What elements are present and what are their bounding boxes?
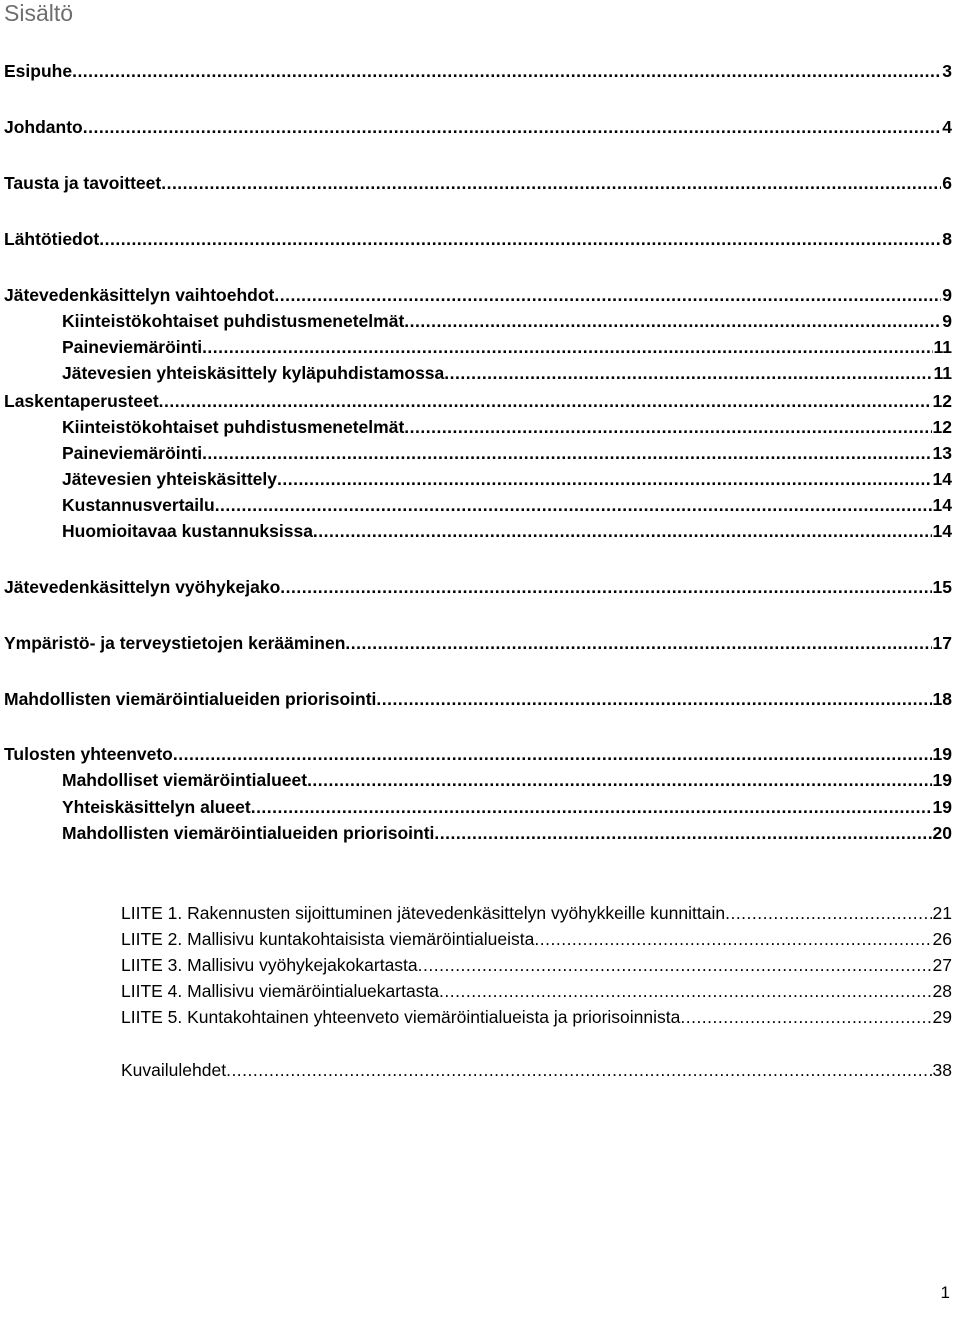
- toc-entry-label: Mahdollisten viemäröintialueiden priorisointi: [4, 689, 377, 709]
- toc-entry[interactable]: [62, 821, 952, 845]
- toc-entry-page: 19: [932, 770, 952, 790]
- toc-appendix[interactable]: [121, 979, 952, 1003]
- toc-leader: [313, 519, 932, 543]
- toc-entry-page: 14: [932, 469, 952, 489]
- toc-entry[interactable]: [62, 361, 952, 385]
- toc-appendix[interactable]: [121, 1005, 952, 1029]
- toc-leader: [159, 389, 932, 413]
- toc-entry[interactable]: [62, 768, 952, 792]
- toc-leader: [680, 1005, 931, 1029]
- toc-leader: [161, 171, 941, 195]
- toc-entry-label: Mahdollisten viemäröintialueiden priorisointi: [62, 823, 435, 843]
- toc-leader: [83, 115, 942, 139]
- toc-entry-label: Yhteiskäsittelyn alueet: [62, 797, 251, 817]
- toc-entry-label: Jätevedenkäsittelyn vaihtoehdot: [4, 285, 275, 305]
- toc-entry-page: 11: [933, 363, 952, 383]
- toc-entry-label: Kuvailulehdet: [121, 1060, 227, 1080]
- toc-entry-page: 18: [932, 689, 952, 709]
- toc-entry[interactable]: [4, 283, 952, 307]
- toc-leader: [251, 795, 932, 819]
- toc-entry-label: Ympäristö- ja terveystietojen kerääminen: [4, 633, 346, 653]
- toc-entry[interactable]: [4, 631, 952, 655]
- toc-leader: [404, 309, 941, 333]
- toc-entry[interactable]: [4, 171, 952, 195]
- toc-leader: [439, 979, 931, 1003]
- toc-entry-page: 11: [933, 337, 952, 357]
- toc-entry-label: Mahdolliset viemäröintialueet: [62, 770, 308, 790]
- toc-leader: [280, 575, 931, 599]
- toc-entry-label: Tulosten yhteenveto: [4, 744, 173, 764]
- toc-entry-page: 14: [932, 521, 952, 541]
- toc-entry[interactable]: [62, 493, 952, 517]
- toc-entry-label: Huomioitavaa kustannuksissa: [62, 521, 313, 541]
- toc-entry-page: 19: [932, 797, 952, 817]
- toc-entry-label: LIITE 1. Rakennusten sijoittuminen jätevedenkäsittelyn vyöhykkeille kunnittain: [121, 903, 726, 923]
- toc-entry-page: 29: [932, 1007, 952, 1027]
- toc-entry[interactable]: [4, 575, 952, 599]
- toc-leader: [376, 687, 931, 711]
- toc-entry-page: 9: [942, 285, 952, 305]
- toc-leader: [307, 768, 931, 792]
- toc-leader: [725, 901, 931, 925]
- toc-entry-label: Jätevedenkäsittelyn vyöhykejako: [4, 577, 281, 597]
- toc-entry[interactable]: [62, 441, 952, 465]
- toc-entry[interactable]: [62, 795, 952, 819]
- toc-entry[interactable]: [4, 115, 952, 139]
- toc-entry-page: 8: [942, 229, 952, 249]
- toc-entry-label: Johdanto: [4, 117, 83, 137]
- toc-leader: [99, 227, 941, 251]
- toc-entry-label: Laskentaperusteet: [4, 391, 159, 411]
- toc-entry-page: 12: [932, 417, 952, 437]
- toc-leader: [444, 361, 932, 385]
- toc-leader: [173, 742, 932, 766]
- toc-entry-page: 21: [932, 903, 952, 923]
- toc-entry-page: 26: [932, 929, 952, 949]
- toc-entry-label: Jätevesien yhteiskäsittely: [62, 469, 277, 489]
- toc-appendix[interactable]: [121, 927, 952, 951]
- toc-leader: [215, 493, 932, 517]
- toc-entry-label: LIITE 3. Mallisivu vyöhykejakokartasta: [121, 955, 418, 975]
- toc-entry[interactable]: [4, 227, 952, 251]
- toc-leader: [418, 953, 932, 977]
- toc-appendix[interactable]: [121, 901, 952, 925]
- toc-leader: [434, 821, 931, 845]
- toc-appendix[interactable]: [121, 1058, 952, 1082]
- toc-entry-page: 13: [932, 443, 952, 463]
- toc-entry-label: LIITE 4. Mallisivu viemäröintialuekartasta: [121, 981, 440, 1001]
- toc-entry-page: 38: [932, 1060, 952, 1080]
- toc-entry-page: 27: [932, 955, 952, 975]
- toc-entry[interactable]: [4, 389, 952, 413]
- toc-entry-page: 28: [932, 981, 952, 1001]
- toc-entry-page: 6: [942, 173, 952, 193]
- toc-entry-page: 14: [932, 495, 952, 515]
- toc-entry-label: Esipuhe: [4, 61, 73, 81]
- toc-entry[interactable]: [62, 415, 952, 439]
- toc-leader: [202, 441, 931, 465]
- toc-entry-label: Kiinteistökohtaiset puhdistusmenetelmät: [62, 311, 405, 331]
- toc-entry-page: 19: [932, 744, 952, 764]
- toc-entry-page: 4: [942, 117, 952, 137]
- toc-leader: [277, 467, 932, 491]
- toc-entry-page: 3: [942, 61, 952, 81]
- toc-entry[interactable]: [4, 742, 952, 766]
- toc-leader: [404, 415, 931, 439]
- toc-entry-label: Kiinteistökohtaiset puhdistusmenetelmät: [62, 417, 405, 437]
- toc-entry[interactable]: [62, 335, 952, 359]
- toc-entry-page: 20: [932, 823, 952, 843]
- toc-leader: [534, 927, 931, 951]
- page-title: Sisältö: [4, 0, 74, 26]
- toc-leader: [202, 335, 932, 359]
- toc-entry-page: 15: [932, 577, 952, 597]
- toc-entry-page: 17: [932, 633, 952, 653]
- toc-leader: [72, 59, 941, 83]
- toc-entry[interactable]: [62, 519, 952, 543]
- page-number: 1: [940, 1283, 950, 1302]
- toc-entry-page: 9: [942, 311, 952, 331]
- toc-appendix[interactable]: [121, 953, 952, 977]
- toc-entry-label: Lähtötiedot: [4, 229, 100, 249]
- toc-entry[interactable]: [4, 687, 952, 711]
- toc-entry-page: 12: [932, 391, 952, 411]
- toc-leader: [226, 1058, 931, 1082]
- toc-entry-label: Tausta ja tavoitteet: [4, 173, 162, 193]
- toc-entry[interactable]: [62, 467, 952, 491]
- toc-entry-label: LIITE 5. Kuntakohtainen yhteenveto viemäröintialueista ja priorisoinnista: [121, 1007, 681, 1027]
- toc-entry-label: Jätevesien yhteiskäsittely kyläpuhdistamossa: [62, 363, 445, 383]
- toc-entry[interactable]: [62, 309, 952, 333]
- toc-entry[interactable]: [4, 59, 952, 83]
- toc-leader: [274, 283, 941, 307]
- toc-entry-label: Paineviemäröinti: [62, 443, 203, 463]
- toc-entry-label: LIITE 2. Mallisivu kuntakohtaisista viemäröintialueista: [121, 929, 535, 949]
- toc-entry-label: Kustannusvertailu: [62, 495, 215, 515]
- toc-leader: [345, 631, 931, 655]
- toc-entry-label: Paineviemäröinti: [62, 337, 203, 357]
